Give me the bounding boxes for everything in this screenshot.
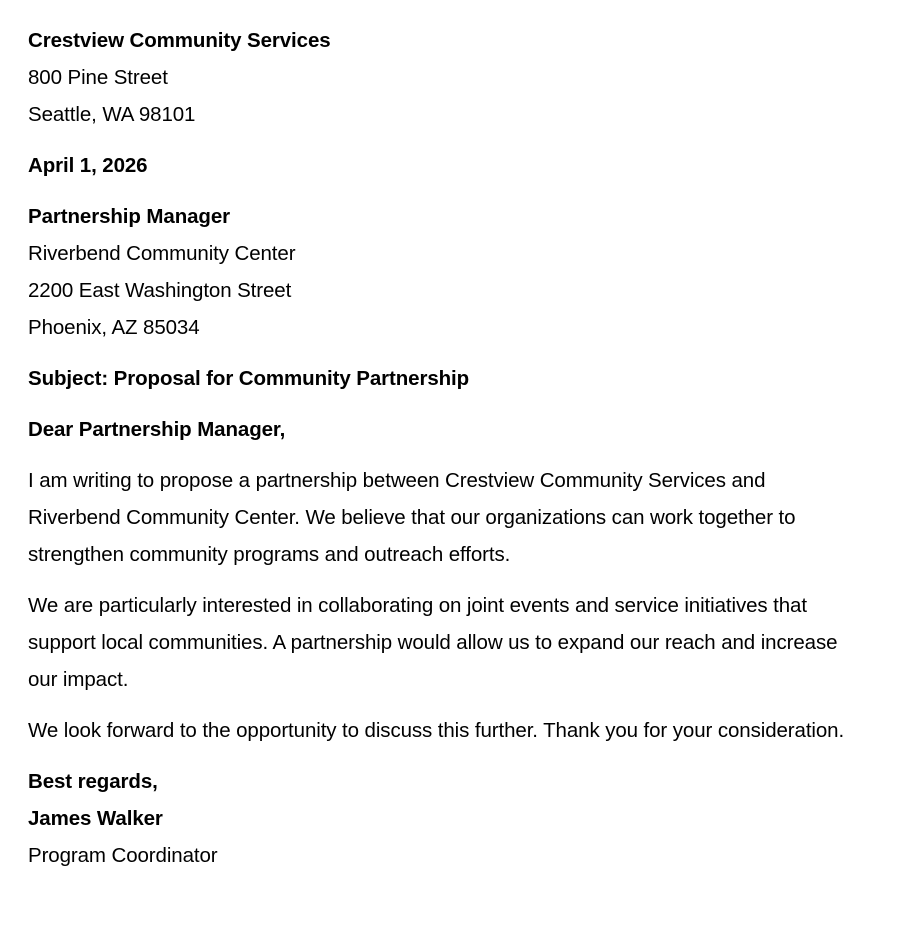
- body-paragraph-2-block: [28, 587, 850, 698]
- letter-date: April 1, 2026: [28, 154, 148, 177]
- recipient-organization: Riverbend Community Center: [28, 242, 296, 265]
- sender-street: 800 Pine Street: [28, 66, 168, 89]
- closing-valediction: Best regards,: [28, 770, 158, 793]
- salutation-line: Dear Partnership Manager,: [28, 418, 286, 441]
- recipient-address-block: [28, 198, 850, 346]
- date-block: [28, 147, 850, 184]
- sender-address-block: [28, 22, 850, 133]
- recipient-city-state-zip: Phoenix, AZ 85034: [28, 316, 200, 339]
- salutation-block: [28, 411, 850, 448]
- signer-title: Program Coordinator: [28, 844, 218, 867]
- sender-organization: Crestview Community Services: [28, 29, 331, 52]
- signer-name: James Walker: [28, 807, 163, 830]
- closing-block: [28, 763, 850, 874]
- recipient-street: 2200 East Washington Street: [28, 279, 292, 302]
- body-paragraph-3: We look forward to the opportunity to discuss this further. Thank you for your consideration.: [28, 719, 845, 742]
- subject-block: [28, 360, 850, 397]
- subject-line: Subject: Proposal for Community Partnership: [28, 367, 470, 390]
- sender-city-state-zip: Seattle, WA 98101: [28, 103, 196, 126]
- recipient-title: Partnership Manager: [28, 205, 231, 228]
- body-paragraph-2: We are particularly interested in collaborating on joint events and service initiatives that support local communities. A partnership would allow us to expand our reach and increase our impact.: [28, 594, 838, 691]
- body-paragraph-1-block: [28, 462, 850, 573]
- body-paragraph-3-block: [28, 712, 850, 749]
- body-paragraph-1: I am writing to propose a partnership between Crestview Community Services and Riverbend Community Center. We believe that our organizations can work together to strengthen community programs and outreach efforts.: [28, 469, 796, 566]
